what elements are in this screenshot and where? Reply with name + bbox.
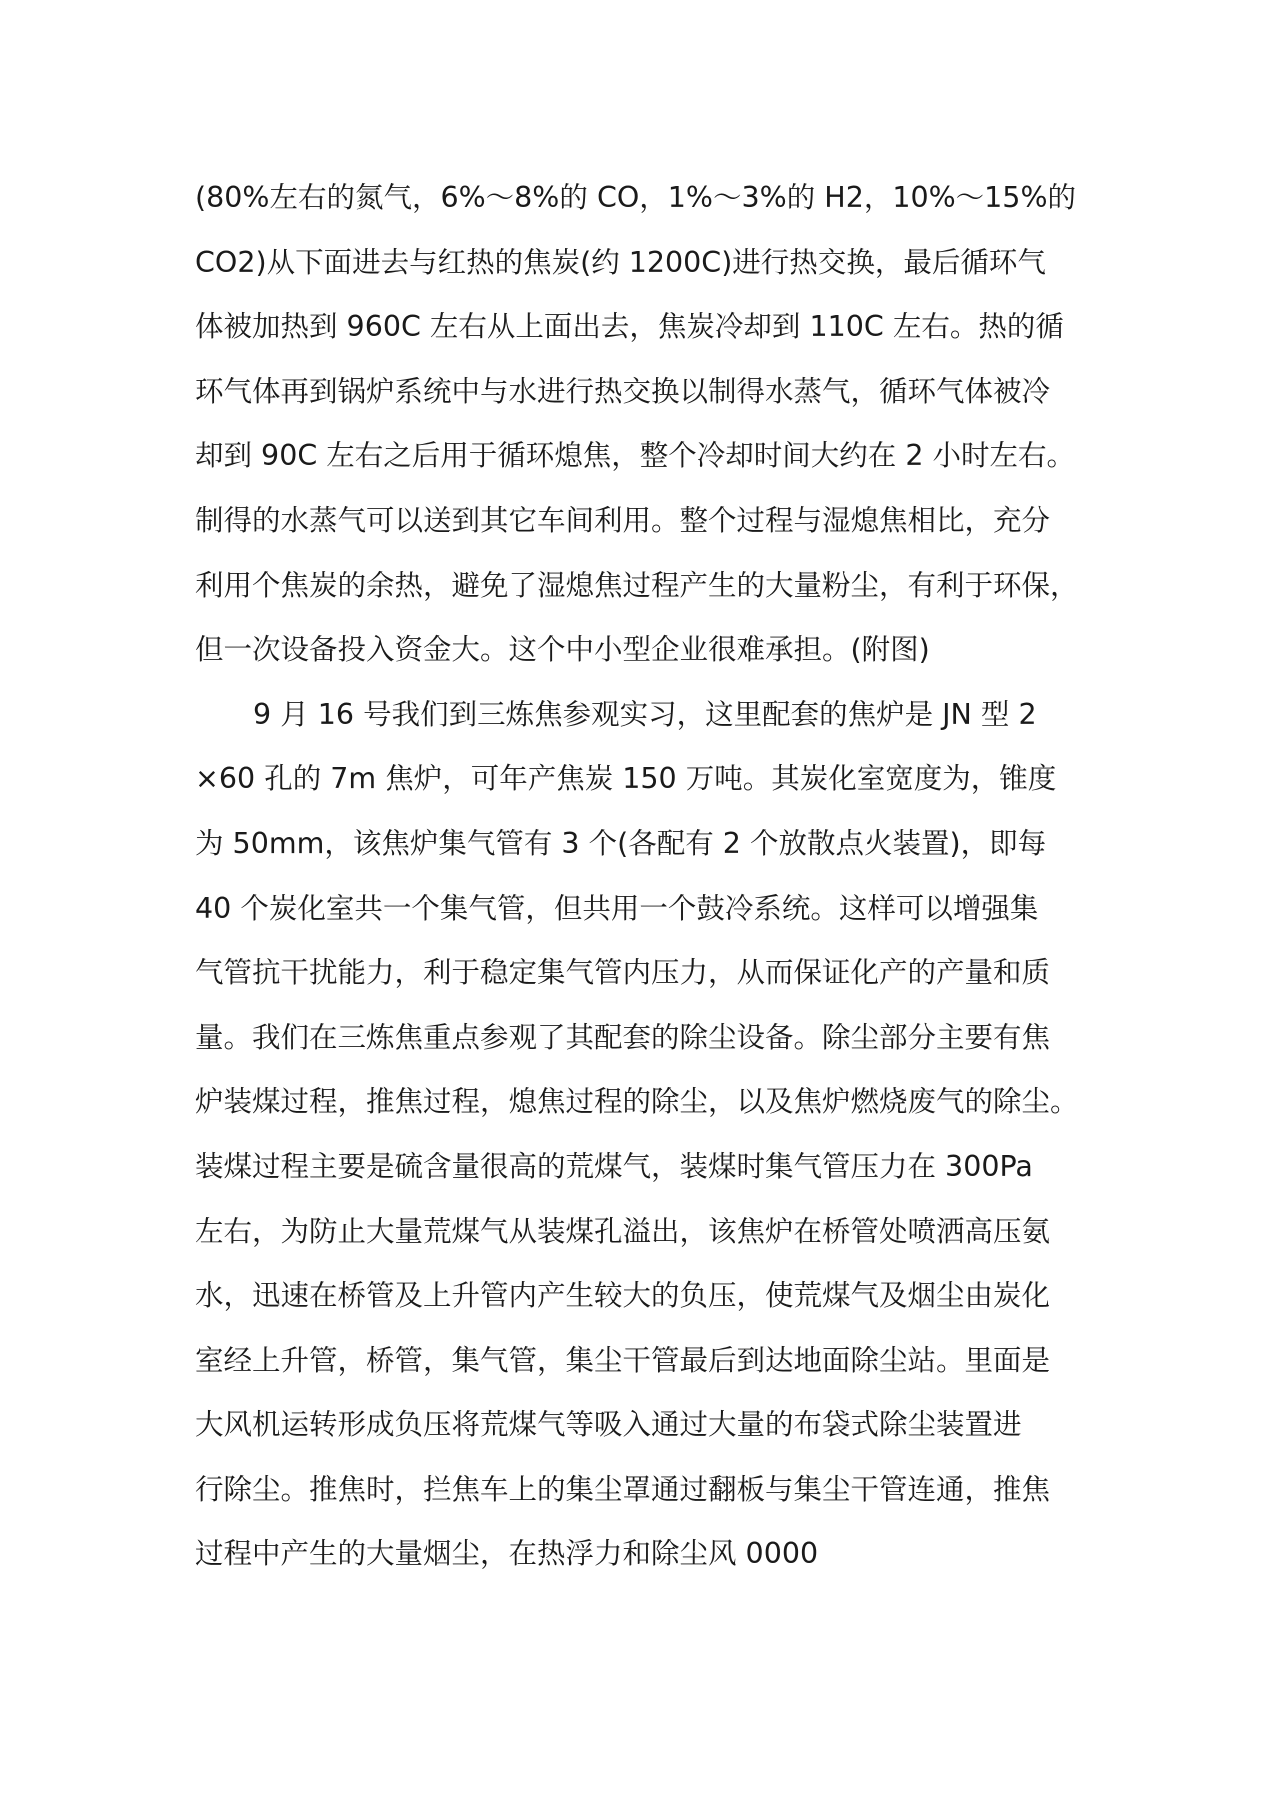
text-line: 利用个焦炭的余热，避免了湿熄焦过程产生的大量粉尘，有利于环保， — [195, 568, 1079, 602]
text-line: 过程中产生的大量烟尘，在热浮力和除尘风 0000 — [195, 1537, 819, 1571]
text-line: 但一次设备投入资金大。这个中小型企业很难承担。(附图) — [195, 633, 930, 667]
text-line: 9 月 16 号我们到三炼焦参观实习，这里配套的焦炉是 JN 型 2 — [253, 697, 1037, 731]
document-body — [195, 166, 1095, 1587]
text-line: 左右，为防止大量荒煤气从装煤孔溢出，该焦炉在桥管处喷洒高压氨 — [195, 1214, 1051, 1248]
text-line: ×60 孔的 7m 焦炉，可年产焦炭 150 万吨。其炭化室宽度为，锥度 — [195, 762, 1057, 796]
text-line: 炉装煤过程，推焦过程，熄焦过程的除尘，以及焦炉燃烧废气的除尘。 — [195, 1085, 1079, 1119]
text-line: 行除尘。推焦时，拦焦车上的集尘罩通过翻板与集尘干管连通，推焦 — [195, 1472, 1051, 1506]
text-line: 却到 90C 左右之后用于循环熄焦，整个冷却时间大约在 2 小时左右。 — [195, 439, 1076, 473]
text-line: 40 个炭化室共一个集气管，但共用一个鼓冷系统。这样可以增强集 — [195, 891, 1039, 925]
text-line: 大风机运转形成负压将荒煤气等吸入通过大量的布袋式除尘装置进 — [195, 1408, 1022, 1442]
text-line: CO2)从下面进去与红热的焦炭(约 1200C)进行热交换，最后循环气 — [195, 245, 1046, 279]
text-line: 环气体再到锅炉系统中与水进行热交换以制得水蒸气，循环气体被冷 — [195, 374, 1051, 408]
text-line: 量。我们在三炼焦重点参观了其配套的除尘设备。除尘部分主要有焦 — [195, 1020, 1051, 1054]
paragraph-2 — [195, 683, 1095, 1587]
paragraph-1 — [195, 166, 1095, 683]
text-line: 为 50mm，该焦炉集气管有 3 个(各配有 2 个放散点火装置)，即每 — [195, 826, 1047, 860]
text-line: 装煤过程主要是硫含量很高的荒煤气，装煤时集气管压力在 300Pa — [195, 1149, 1033, 1183]
text-line: 气管抗干扰能力，利于稳定集气管内压力，从而保证化产的产量和质 — [195, 956, 1051, 990]
text-line: (80%左右的氮气，6%～8%的 CO，1%～3%的 H2，10%～15%的 — [195, 181, 1077, 214]
text-line: 室经上升管，桥管，集气管，集尘干管最后到达地面除尘站。里面是 — [195, 1343, 1051, 1377]
text-line: 体被加热到 960C 左右从上面出去，焦炭冷却到 110C 左右。热的循 — [195, 310, 1064, 344]
text-line: 制得的水蒸气可以送到其它车间利用。整个过程与湿熄焦相比，充分 — [195, 503, 1051, 537]
text-line: 水，迅速在桥管及上升管内产生较大的负压，使荒煤气及烟尘由炭化 — [195, 1279, 1051, 1313]
